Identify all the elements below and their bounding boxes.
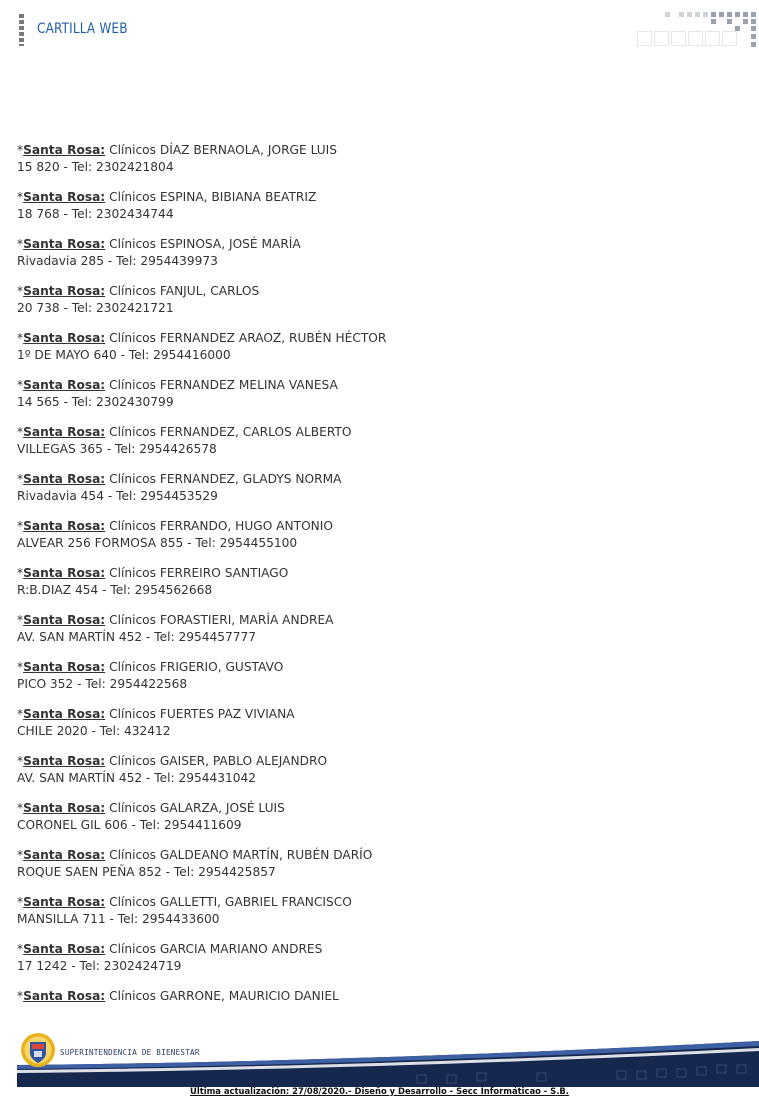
provider-name: Clínicos FERRANDO, HUGO ANTONIO xyxy=(109,519,333,533)
city-label: Santa Rosa: xyxy=(23,801,106,815)
provider-address: VILLEGAS 365 - Tel: 2954426578 xyxy=(17,442,217,456)
city-label: Santa Rosa: xyxy=(23,895,106,909)
list-item: *Santa Rosa: Clínicos FERNANDEZ, CARLOS ALBERTO VILLEGAS 365 - Tel: 2954426578 xyxy=(17,425,352,456)
page-title: CARTILLA WEB xyxy=(37,21,128,37)
provider-name: Clínicos GAISER, PABLO ALEJANDRO xyxy=(109,754,328,768)
provider-name: Clínicos FERREIRO SANTIAGO xyxy=(109,566,289,580)
list-item: *Santa Rosa: Clínicos FERNANDEZ MELINA VANESA 14 565 - Tel: 2302430799 xyxy=(17,378,338,409)
institution-seal-icon xyxy=(20,1031,56,1069)
page-header xyxy=(0,0,759,60)
provider-name: Clínicos ESPINOSA, JOSÉ MARÍA xyxy=(109,237,301,251)
city-label: Santa Rosa: xyxy=(23,237,106,251)
provider-address: PICO 352 - Tel: 2954422568 xyxy=(17,677,188,691)
list-item: *Santa Rosa: Clínicos GALLETTI, GABRIEL FRANCISCO MANSILLA 711 - Tel: 2954433600 xyxy=(17,895,352,926)
provider-name: Clínicos FORASTIERI, MARÍA ANDREA xyxy=(109,613,334,627)
list-item: *Santa Rosa: Clínicos GARCIA MARIANO ANDRES 17 1242 - Tel: 2302424719 xyxy=(17,942,323,973)
list-item: *Santa Rosa: Clínicos ESPINOSA, JOSÉ MARÍA Rivadavia 285 - Tel: 2954439973 xyxy=(17,237,301,268)
provider-address: Rivadavia 454 - Tel: 2954453529 xyxy=(17,489,218,503)
update-line: Última actualización: 27/08/2020.- Diseño y Desarrollo - Secc Informáticao - S.B. xyxy=(190,1086,569,1096)
city-label: Santa Rosa: xyxy=(23,472,106,486)
city-label: Santa Rosa: xyxy=(23,754,106,768)
list-item: *Santa Rosa: Clínicos GAISER, PABLO ALEJANDRO AV. SAN MARTÍN 452 - Tel: 2954431042 xyxy=(17,754,328,785)
provider-address: MANSILLA 711 - Tel: 2954433600 xyxy=(17,912,220,926)
provider-name: Clínicos GALLETTI, GABRIEL FRANCISCO xyxy=(109,895,352,909)
city-label: Santa Rosa: xyxy=(23,331,106,345)
list-item: *Santa Rosa: Clínicos FERNANDEZ ARAOZ, RUBÉN HÉCTOR 1º DE MAYO 640 - Tel: 2954416000 xyxy=(17,331,387,362)
list-item: *Santa Rosa: Clínicos FERREIRO SANTIAGO R:B.DIAZ 454 - Tel: 2954562668 xyxy=(17,566,289,597)
grid-squares-icon xyxy=(635,12,759,48)
list-item: *Santa Rosa: Clínicos FORASTIERI, MARÍA ANDREA AV. SAN MARTÍN 452 - Tel: 2954457777 xyxy=(17,613,334,644)
city-label: Santa Rosa: xyxy=(23,378,106,392)
provider-address: R:B.DIAZ 454 - Tel: 2954562668 xyxy=(17,583,213,597)
list-item: *Santa Rosa: Clínicos FERNANDEZ, GLADYS NORMA Rivadavia 454 - Tel: 2954453529 xyxy=(17,472,342,503)
city-label: Santa Rosa: xyxy=(23,942,106,956)
provider-name: Clínicos GARRONE, MAURICIO DANIEL xyxy=(109,989,339,1003)
provider-name: Clínicos DÍAZ BERNAOLA, JORGE LUIS xyxy=(109,143,338,157)
page-footer xyxy=(0,1025,759,1101)
provider-name: Clínicos FUERTES PAZ VIVIANA xyxy=(109,707,295,721)
provider-name: Clínicos FANJUL, CARLOS xyxy=(109,284,260,298)
list-item: *Santa Rosa: Clínicos GARRONE, MAURICIO DANIEL xyxy=(17,989,339,1003)
list-item: *Santa Rosa: Clínicos GALDEANO MARTÍN, RUBÉN DARÍO ROQUE SAEN PEÑA 852 - Tel: 2954425857 xyxy=(17,848,373,879)
city-label: Santa Rosa: xyxy=(23,848,106,862)
list-item: *Santa Rosa: Clínicos FERRANDO, HUGO ANTONIO ALVEAR 256 FORMOSA 855 - Tel: 2954455100 xyxy=(17,519,333,550)
list-item: *Santa Rosa: Clínicos FUERTES PAZ VIVIANA CHILE 2020 - Tel: 432412 xyxy=(17,707,295,738)
provider-address: Rivadavia 285 - Tel: 2954439973 xyxy=(17,254,218,268)
provider-name: Clínicos GALARZA, JOSÉ LUIS xyxy=(109,801,285,815)
provider-address: 15 820 - Tel: 2302421804 xyxy=(17,160,174,174)
provider-address: 20 738 - Tel: 2302421721 xyxy=(17,301,174,315)
list-item: *Santa Rosa: Clínicos FANJUL, CARLOS 20 738 - Tel: 2302421721 xyxy=(17,284,260,315)
provider-address: CORONEL GIL 606 - Tel: 2954411609 xyxy=(17,818,242,832)
provider-name: Clínicos FRIGERIO, GUSTAVO xyxy=(109,660,284,674)
provider-address: ROQUE SAEN PEÑA 852 - Tel: 2954425857 xyxy=(17,865,276,879)
city-label: Santa Rosa: xyxy=(23,613,106,627)
provider-name: Clínicos GALDEANO MARTÍN, RUBÉN DARÍO xyxy=(109,848,373,862)
header-bar-icon xyxy=(19,14,24,46)
city-label: Santa Rosa: xyxy=(23,660,106,674)
list-item: *Santa Rosa: Clínicos ESPINA, BIBIANA BEATRIZ 18 768 - Tel: 2302434744 xyxy=(17,190,317,221)
list-item: *Santa Rosa: Clínicos DÍAZ BERNAOLA, JORGE LUIS 15 820 - Tel: 2302421804 xyxy=(17,143,338,174)
organization-label: SUPERINTENDENCIA DE BIENESTAR xyxy=(60,1048,200,1057)
city-label: Santa Rosa: xyxy=(23,707,106,721)
provider-name: Clínicos FERNANDEZ, GLADYS NORMA xyxy=(109,472,342,486)
city-label: Santa Rosa: xyxy=(23,143,106,157)
provider-address: 17 1242 - Tel: 2302424719 xyxy=(17,959,182,973)
provider-name: Clínicos FERNANDEZ ARAOZ, RUBÉN HÉCTOR xyxy=(109,331,387,345)
provider-name: Clínicos FERNANDEZ MELINA VANESA xyxy=(109,378,338,392)
city-label: Santa Rosa: xyxy=(23,425,106,439)
city-label: Santa Rosa: xyxy=(23,190,106,204)
list-item: *Santa Rosa: Clínicos FRIGERIO, GUSTAVO PICO 352 - Tel: 2954422568 xyxy=(17,660,284,691)
provider-address: CHILE 2020 - Tel: 432412 xyxy=(17,724,171,738)
provider-address: ALVEAR 256 FORMOSA 855 - Tel: 2954455100 xyxy=(17,536,298,550)
city-label: Santa Rosa: xyxy=(23,519,106,533)
provider-name: Clínicos ESPINA, BIBIANA BEATRIZ xyxy=(109,190,317,204)
footer-banner xyxy=(17,1035,759,1087)
provider-address: 1º DE MAYO 640 - Tel: 2954416000 xyxy=(17,348,231,362)
city-label: Santa Rosa: xyxy=(23,284,106,298)
provider-address: AV. SAN MARTÍN 452 - Tel: 2954431042 xyxy=(17,771,257,785)
list-item: *Santa Rosa: Clínicos GALARZA, JOSÉ LUIS CORONEL GIL 606 - Tel: 2954411609 xyxy=(17,801,285,832)
city-label: Santa Rosa: xyxy=(23,566,106,580)
provider-name: Clínicos FERNANDEZ, CARLOS ALBERTO xyxy=(109,425,352,439)
provider-name: Clínicos GARCIA MARIANO ANDRES xyxy=(109,942,323,956)
provider-address: 18 768 - Tel: 2302434744 xyxy=(17,207,174,221)
provider-address: 14 565 - Tel: 2302430799 xyxy=(17,395,174,409)
provider-address: AV. SAN MARTÍN 452 - Tel: 2954457777 xyxy=(17,630,257,644)
provider-list xyxy=(17,142,717,1018)
city-label: Santa Rosa: xyxy=(23,989,106,1003)
